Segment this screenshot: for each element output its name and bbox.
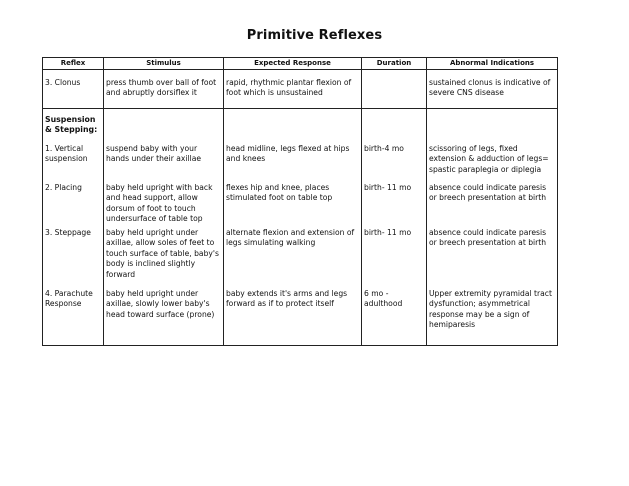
cell-response: head midline, legs flexed at hips and knees [224,136,362,182]
cell-reflex: 4. Parachute Response [43,287,104,346]
cell-stimulus: baby held upright with back and head support, allow dorsum of foot to touch undersurface of table top [104,182,224,228]
column-header-stimulus: Stimulus [104,58,224,70]
table-row-steppage [43,228,558,287]
cell-stimulus: baby held upright under axillae, slowly lower baby's head toward surface (prone) [104,287,224,346]
cell-abnormal: absence could indicate paresis or breech presentation at birth [427,182,558,228]
column-header-expected-response: Expected Response [224,58,362,70]
section-label: Suspension & Stepping: [43,108,104,136]
cell-duration: birth- 11 mo [362,182,427,228]
cell-empty [427,108,558,136]
cell-empty [104,108,224,136]
reflex-table [42,57,558,346]
cell-abnormal: Upper extremity pyramidal tract dysfunction; asymmetrical response may be a sign of hemiparesis [427,287,558,346]
table-row-clonus [43,69,558,108]
cell-response: baby extends it's arms and legs forward as if to protect itself [224,287,362,346]
page-title: Primitive Reflexes [246,28,383,43]
cell-stimulus: baby held upright under axillae, allow soles of feet to touch surface of table, baby's body is inclined slightly forward [104,228,224,287]
cell-reflex: 2. Placing [43,182,104,228]
table-row-parachute-response [43,287,558,346]
cell-empty [224,108,362,136]
cell-reflex: 1. Vertical suspension [43,136,104,182]
table-row-placing [43,182,558,228]
column-header-reflex: Reflex [43,58,104,70]
section-row-suspension [43,108,558,136]
column-header-duration: Duration [362,58,427,70]
cell-duration: 6 mo - adulthood [362,287,427,346]
cell-abnormal: sustained clonus is indicative of severe CNS disease [427,69,558,108]
cell-response: flexes hip and knee, places stimulated foot on table top [224,182,362,228]
cell-reflex: 3. Steppage [43,228,104,287]
column-header-abnormal-indications: Abnormal Indications [427,58,558,70]
cell-empty [362,108,427,136]
table-row-vertical-suspension [43,136,558,182]
cell-stimulus: press thumb over ball of foot and abruptly dorsiflex it [104,69,224,108]
cell-duration: birth- 11 mo [362,228,427,287]
cell-abnormal: absence could indicate paresis or breech presentation at birth [427,228,558,287]
cell-stimulus: suspend baby with your hands under their axillae [104,136,224,182]
cell-reflex: 3. Clonus [43,69,104,108]
cell-response: alternate flexion and extension of legs simulating walking [224,228,362,287]
cell-duration: birth-4 mo [362,136,427,182]
cell-response: rapid, rhythmic plantar flexion of foot which is unsustained [224,69,362,108]
cell-duration [362,69,427,108]
cell-abnormal: scissoring of legs, fixed extension & adduction of legs= spastic paraplegia or diplegia [427,136,558,182]
table-header-row [43,58,558,70]
